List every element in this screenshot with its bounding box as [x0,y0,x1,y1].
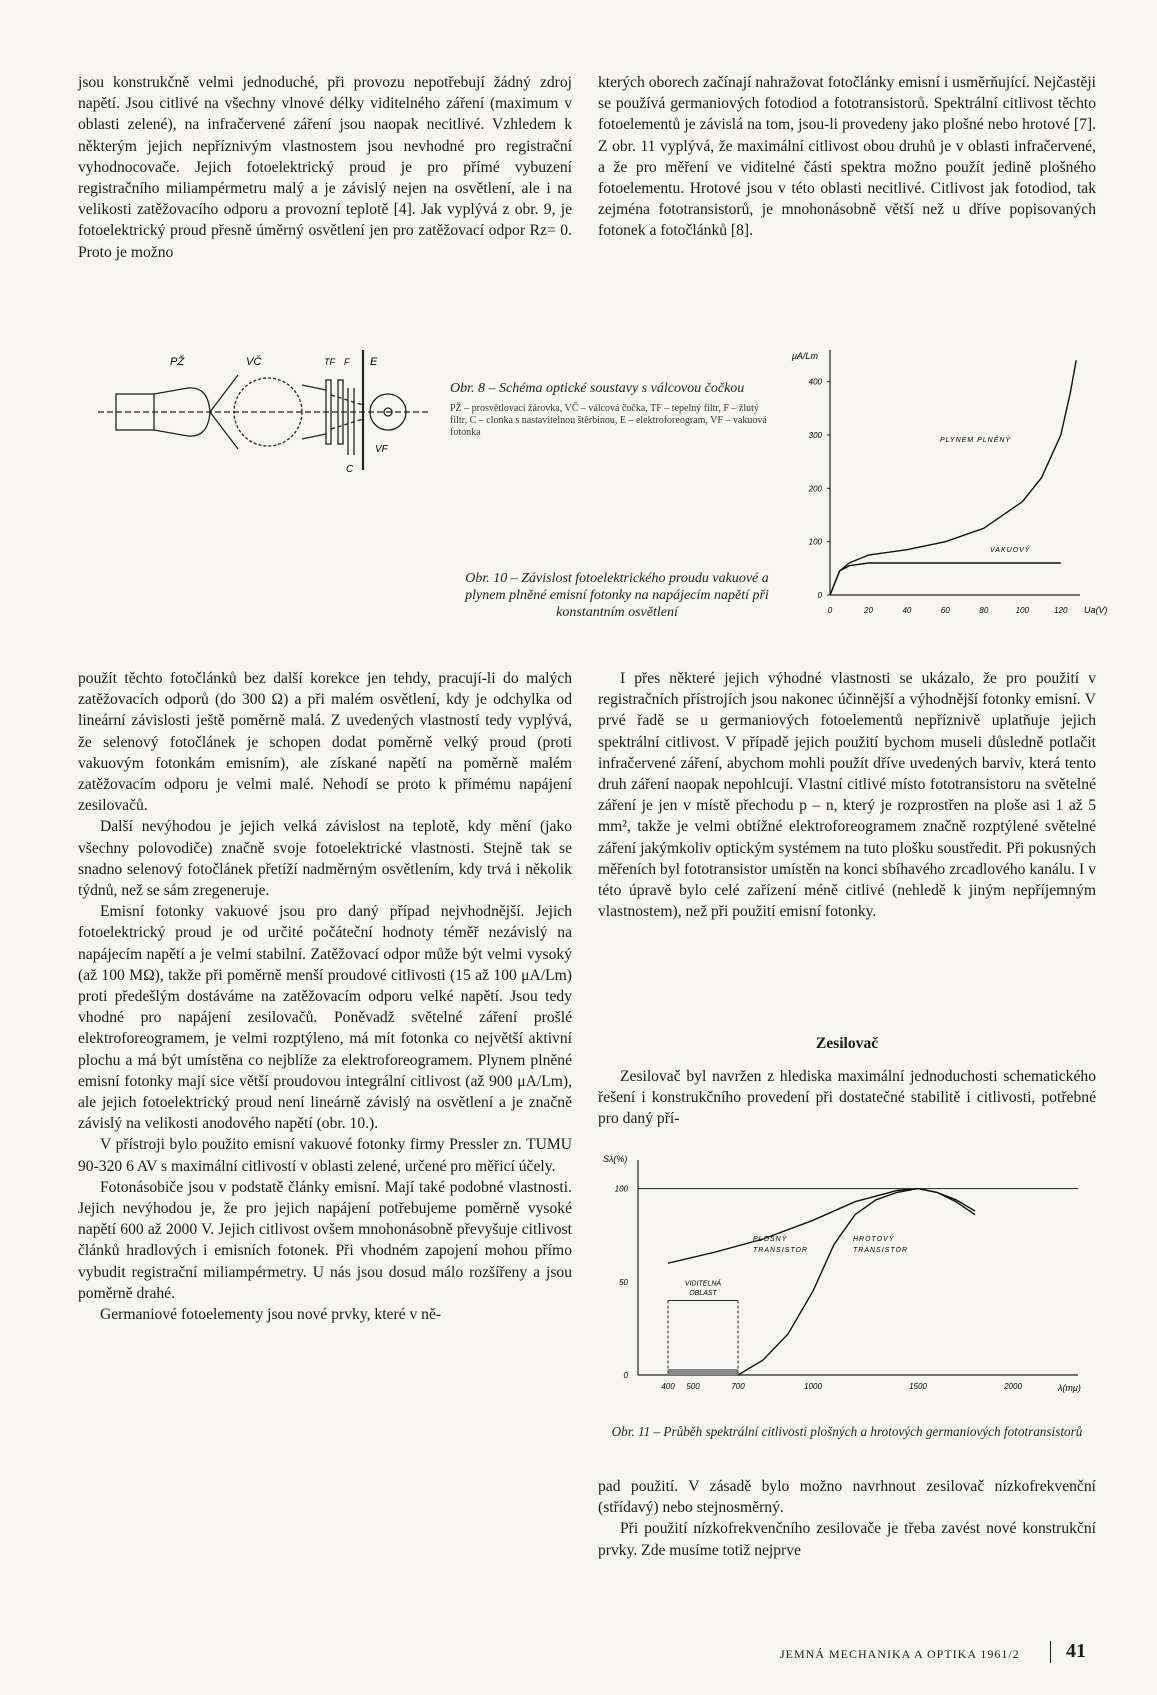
x-tick-label: 700 [731,1382,745,1391]
x-axis-label: λ(mμ) [1058,1383,1081,1393]
paragraph: Při použití nízkofrekvenčního zesilovače je třeba zavést nové konstrukční prvky. Zde musíme totiž nejprve [598,1520,1096,1559]
paragraph: Emisní fotonky vakuové jsou pro daný případ nejvhodnější. Jejich fotoelektrický proud je od určité počáteční hodnoty téměř nezávislý na napájecím napětí a je velmi stabilní. Zatěžovací odpor může být velmi vysoký (až 100 MΩ), takže při poměrně menší proudové citlivosti (15 až 100 μA/Lm) proti předešlým dostáváme na zatěžovacím odporu velké napětí. Jsou tedy vhodné pro napájení zesilovačů. Poněvadž světelné záření prošlé elektroforeogramem, je velmi rozptýleno, má mít fotonka co největší aktivní plochu a má být umístěna co nejblíže za elektroforeogramem. Plynem plněné emisní fotonky mají sice větší proudovou integrální citlivost (až 900 μA/Lm), ale jejich fotoelektrický proud není lineárně závislý na osvětlení a je značně závislý na velikosti anodového napětí (obr. 10.). [78,903,572,1133]
x-tick-label: 400 [661,1382,675,1391]
column-bottom-right-b [598,1066,1096,1130]
figure-8-legend: PŽ – prosvětlovací žárovka, VČ – válcová čočka, TF – tepelný filtr, F – žlutý filtr, C – clonka s nastavitelnou štěrbinou, E – elektroforeogram, VF – vakuová fotonka [450,403,767,438]
column-bottom-left [78,668,572,1325]
column-top-left [78,72,572,263]
paragraph: I přes některé jejich výhodné vlastnosti se ukázalo, že pro použití v registračních přístrojích jsou nakonec účinnější a výhodnější fotonky emisní. V prvé řadě se u germaniových fotoelementů nepříznivě uplatňuje jejich spektrální citlivost. V případě jejich použití bychom museli důsledně potlačit infračervené záření, abychom mohli použít dříve uvedených barviv, která tento druh záření naopak nepohlcují. Vlastní citlivé místo fototransistoru na světelné záření je jen v místě přechodu p – n, který je rozprostřen na ploše asi 1 až 5 mm², takže je velmi obtížné elektroforeogramem značně rozptýlené světelné záření jakýmkoliv optickým systémem na tuto plošku soustředit. Při pokusných měřeních byl fototransistor umístěn na konci sbíhavého zrcadlového kanálu. I v této úpravě bylo celé zařízení méně citlivé (nehledě k jiným nepříjemným vlastnostem), než při použití emisní fotonky. [598,670,1096,921]
figure-10-chart [790,345,1108,655]
x-tick-label: 20 [864,606,873,615]
paragraph: kterých oborech začínají nahražovat fotočlánky emisní i usměrňující. Nejčastěji se používá germaniových fotodiod a fototransistorů. Spektrální citlivost těchto fotoelementů je závislá na tom, jsou-li provedeny jako plošné nebo hrotové [7]. Z obr. 11 vyplývá, že maximální citlivost obou druhů je v oblasti infračervené, a že pro měření ve viditelné části spektra možno použít jedině plošného fotoelementu. Hrotové jsou v této oblasti necitlivé. Citlivost jak fotodiod, tak zejména fototransistorů, je mnohonásobně větší než u dříve popisovaných fotonek a fotočlánků [8]. [598,74,1096,240]
series-label-1a: HROTOVÝ [853,1235,895,1243]
paragraph: Další nevýhodou je jejich velká závislost na teplotě, kdy mění (jako všechny polovodiče) značně svoje fotoelektrické vlastnosti. Stejně tak se snadno selenový fotočlánek přetíží nadměrným osvětlením, kdy trvá i několik týdnů, než se sám zregeneruje. [78,818,572,900]
figure-11-caption: Obr. 11 – Průběh spektrální citlivosti plošných a hrotových germaniových fototransistorů [611,1424,1083,1439]
paragraph: Zesilovač byl navržen z hlediska maximální jednoduchosti schematického řešení i konstrukčního provedení při dostatečné stabilitě i citlivosti, potřebné pro daný pří- [598,1068,1096,1128]
figure-8-title: Obr. 8 – Schéma optické soustavy s válcovou čočkou [450,381,745,396]
label-c: C [346,464,354,475]
label-pz: PŽ [170,356,185,368]
paragraph: pad použití. V zásadě bylo možno navrhnout zesilovač nízkofrekvenční (střídavý) nebo stejnosměrný. [598,1478,1096,1517]
x-tick-label: 2000 [1004,1382,1022,1391]
paragraph: Germaniové fotoelementy jsou nové prvky, které v ně- [100,1306,442,1324]
label-vf: VF [375,444,388,455]
label-f: F [344,357,350,367]
paragraph: použít těchto fotočlánků bez další korekce jen tehdy, pracují-li do malých zatěžovacích odporů (do 300 Ω) a při malém osvětlení, kdy je odchylka od lineární závislosti ještě poměrně malá. Z uvedených vlastností tedy vyplývá, že selenový fotočlánek je schopen dodat poměrně velký proud (proti vakuovým fotonkám emisním), ale získané napětí na poměrně malém zatěžovacím odporu je velmi malé. Nehodí se proto k přímému napájení zesilovačů. [78,670,572,815]
series-line-1 [738,1189,975,1375]
label-tf: TF [324,357,335,367]
x-tick-label: 500 [686,1382,700,1391]
y-tick-label: 0 [623,1371,628,1380]
label-vc: VČ [246,356,262,368]
column-top-right [598,72,1096,242]
label-e: E [370,356,378,368]
series-label-1: VAKUOVÝ [990,547,1031,554]
visible-region-bar [668,1369,738,1375]
column-bottom-right [598,668,1096,922]
y-tick-label: 300 [808,431,822,440]
figure-8-caption [450,380,770,439]
x-tick-label: 60 [940,606,950,615]
footer-journal: JEMNÁ MECHANIKA A OPTIKA 1961/2 [780,1647,1020,1661]
annotation-line-2: OBLAST [689,1289,717,1297]
series-line-0 [668,1189,975,1264]
y-tick-label: 100 [614,1184,628,1194]
footer-divider [1050,1641,1051,1663]
series-label-0b: TRANSISTOR [753,1247,808,1254]
paragraph: V přístroji bylo použito emisní vakuové fotonky firmy Pressler zn. TUMU 90-320 6 AV s maximální citlivostí v oblasti zelené, určené pro měřicí účely. [78,1136,572,1175]
column-bottom-right-c [598,1476,1096,1561]
x-tick-label: 80 [979,606,989,615]
figure-10-caption: Obr. 10 – Závislost fotoelektrického proudu vakuové a plynem plněné emisní fotonky na napájecím napětí při konstantním osvětlení [465,571,769,620]
series-label-1b: TRANSISTOR [853,1247,908,1254]
y-tick-label: 400 [808,377,822,387]
y-axis-label: μA/Lm [792,351,818,361]
paragraph: jsou konstrukčně velmi jednoduché, při provozu nepotřebují žádný zdroj napětí. Jsou citlivé na všechny vlnové délky viditelného záření (maximum v oblasti zelené), na infračervené záření jsou naopak necitlivé. Vzhledem k některým jejich nepříznivým vlastnostem jsou nevhodné pro registrační vyhodnocovače. Jejich fotoelektrický proud je pro přímé vybuzení registračního miliampérmetru malý a je závislý nejen na osvětlení, ale i na velikosti zatěžovacího odporu a provozní teplotě [4]. Jak vyplývá z obr. 9, je fotoelektrický proud přesně úměrný osvětlení jen pro zatěžovací odpor Rz= 0. Proto je možno [78,74,572,261]
x-tick-label: 40 [902,606,912,615]
y-tick-label: 200 [808,484,822,494]
figure-11-chart [598,1150,1096,1412]
annotation-line-1: VIDITELNÁ [684,1280,722,1288]
x-axis-label: Ua(V) [1084,605,1108,615]
paragraph: Fotonásobiče jsou v podstatě články emisní. Mají také podobné vlastnosti. Jejich nevýhodou je, že pro jejich napájení potřebujeme poměrně vysoké napětí 600 až 2000 V. Jejich citlivost ovšem mnohonásobně převyšuje citlivost článků hradlových i emisních fotonek. Při vhodném zapojení mohou přímo vybudit registrační miliampérmetry. U nás jsou dosud málo rozšířeny a jsou poměrně drahé. [78,1178,572,1302]
series-line-1 [830,563,1061,595]
y-tick-label: 0 [817,591,822,600]
x-tick-label: 1500 [909,1382,927,1391]
page-number: 41 [1066,1640,1086,1662]
series-line-0 [830,360,1076,595]
x-tick-label: 0 [827,606,833,615]
y-axis-label: Sλ(%) [603,1154,628,1164]
series-label-0: PLYNEM PLNĚNÝ [940,437,1012,444]
y-tick-label: 50 [619,1277,628,1287]
section-heading-zesilovac: Zesilovač [815,1035,879,1052]
x-tick-label: 100 [1015,606,1029,615]
x-tick-label: 1000 [804,1382,822,1391]
x-tick-label: 120 [1054,606,1068,615]
series-label-0a: PLOŠNÝ [753,1235,788,1243]
y-tick-label: 100 [808,537,822,547]
optical-schematic-figure [98,350,428,500]
